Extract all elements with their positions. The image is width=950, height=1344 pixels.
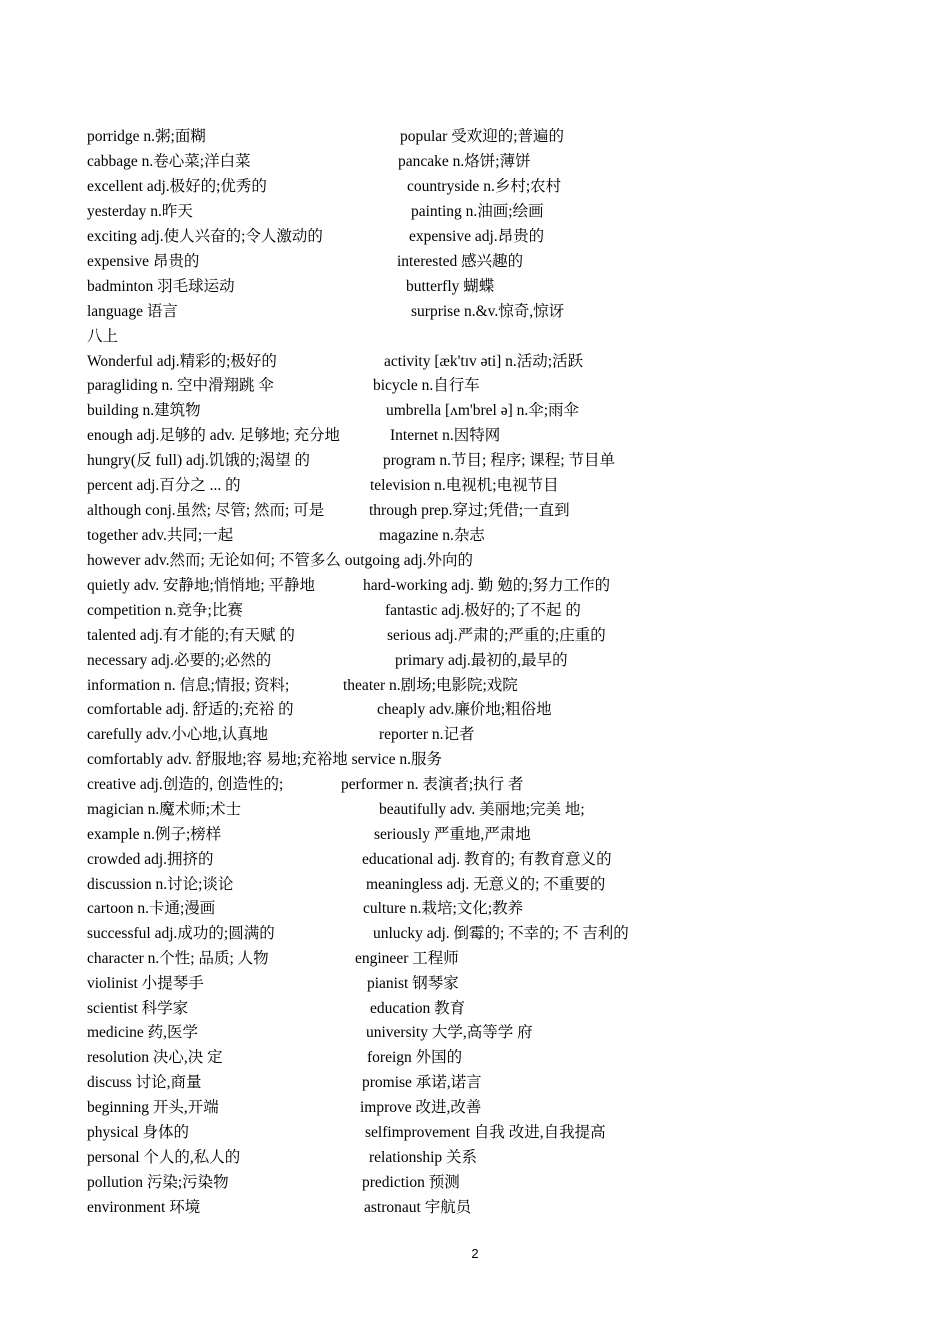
vocab-entry-left: cabbage n.卷心菜;洋白菜: [87, 153, 251, 170]
vocab-row: [0, 649, 950, 673]
vocab-entry-left: together adv.共同;一起: [87, 527, 234, 544]
vocab-entry-right: prediction 预测: [362, 1174, 460, 1191]
vocab-entry-left: hungry(反 full) adj.饥饿的;渴望 的: [87, 452, 311, 469]
vocab-entry-left: porridge n.粥;面糊: [87, 128, 206, 145]
vocab-entry-right: umbrella [ʌm'brel ə] n.伞;雨伞: [386, 402, 580, 419]
vocab-entry-left: 八上: [87, 328, 119, 345]
vocab-entry-right: interested 感兴趣的: [397, 253, 524, 270]
vocab-entry-left: paragliding n. 空中滑翔跳 伞: [87, 377, 274, 394]
vocab-row: [0, 1071, 950, 1095]
vocab-row: [0, 399, 950, 423]
vocab-entry-left: carefully adv.小心地,认真地: [87, 726, 269, 743]
vocab-entry-right: university 大学,高等学 府: [366, 1024, 533, 1041]
vocab-entry-right: expensive adj.昂贵的: [409, 228, 545, 245]
vocab-row: [0, 499, 950, 523]
vocab-entry-right: surprise n.&v.惊奇,惊讶: [411, 303, 565, 320]
vocab-row: [0, 150, 950, 174]
vocab-entry-right: improve 改进,改善: [360, 1099, 482, 1116]
vocab-entry-right: promise 承诺,诺言: [362, 1074, 482, 1091]
vocab-entry-left: excellent adj.极好的;优秀的: [87, 178, 267, 195]
vocab-entry-right: serious adj.严肃的;严重的;庄重的: [387, 627, 606, 644]
vocab-row: [0, 698, 950, 722]
vocab-row: [0, 873, 950, 897]
vocab-entry-left: badminton 羽毛球运动: [87, 278, 235, 295]
vocab-entry-left: example n.例子;榜样: [87, 826, 222, 843]
vocab-row: [0, 374, 950, 398]
vocab-entry-left: information n. 信息;情报; 资料;: [87, 677, 290, 694]
vocab-entry-left: environment 环境: [87, 1199, 201, 1216]
vocab-entry-right: popular 受欢迎的;普遍的: [400, 128, 565, 145]
vocab-row: [0, 947, 950, 971]
vocab-entry-left: successful adj.成功的;圆满的: [87, 925, 275, 942]
vocab-row: [0, 723, 950, 747]
vocab-entry-left: although conj.虽然; 尽管; 然而; 可是: [87, 502, 325, 519]
vocab-entry-left: scientist 科学家: [87, 1000, 189, 1017]
vocab-entry-right: magazine n.杂志: [379, 527, 485, 544]
vocab-entry-right: through prep.穿过;凭借;一直到: [369, 502, 570, 519]
vocab-entry-left: violinist 小提琴手: [87, 975, 204, 992]
vocab-row: [0, 1121, 950, 1145]
vocab-row: [0, 1021, 950, 1045]
vocab-entry-left: Wonderful adj.精彩的;极好的: [87, 353, 277, 370]
vocab-row: [0, 250, 950, 274]
vocab-entry-left: magician n.魔术师;术士: [87, 801, 242, 818]
vocab-entry-right: activity [æk'tɪv əti] n.活动;活跃: [384, 353, 584, 370]
vocab-entry-right: theater n.剧场;电影院;戏院: [343, 677, 518, 694]
vocab-entry-left: crowded adj.拥挤的: [87, 851, 214, 868]
vocab-entry-left: resolution 决心,决 定: [87, 1049, 223, 1066]
vocab-entry-left: personal 个人的,私人的: [87, 1149, 241, 1166]
vocab-entry-left: necessary adj.必要的;必然的: [87, 652, 272, 669]
vocab-entry-right: countryside n.乡村;农村: [407, 178, 562, 195]
vocab-entry-left: exciting adj.使人兴奋的;令人激动的: [87, 228, 323, 245]
vocab-entry-left: building n.建筑物: [87, 402, 201, 419]
vocab-entry-left: talented adj.有才能的;有天赋 的: [87, 627, 295, 644]
vocab-entry-right: butterfly 蝴蝶: [406, 278, 495, 295]
vocab-row: [0, 474, 950, 498]
vocab-entry-left: comfortable adj. 舒适的;充裕 的: [87, 701, 294, 718]
vocab-row: [0, 1171, 950, 1195]
vocab-entry-right: relationship 关系: [369, 1149, 478, 1166]
vocab-entry-right: culture n.栽培;文化;教养: [363, 900, 524, 917]
vocab-entry-right: pianist 钢琴家: [367, 975, 459, 992]
vocab-row: [0, 325, 950, 349]
vocab-row: [0, 524, 950, 548]
vocab-entry-right: Internet n.因特网: [390, 427, 501, 444]
vocab-entry-right: television n.电视机;电视节目: [370, 477, 559, 494]
vocab-row: [0, 549, 950, 573]
vocab-row: [0, 674, 950, 698]
vocab-entry-right: engineer 工程师: [355, 950, 459, 967]
vocab-row: [0, 599, 950, 623]
vocab-entry-right: bicycle n.自行车: [373, 377, 480, 394]
vocab-entry-left: pollution 污染;污染物: [87, 1174, 229, 1191]
vocab-row: [0, 449, 950, 473]
vocab-entry-right: selfimprovement 自我 改进,自我提高: [365, 1124, 606, 1141]
vocab-row: [0, 897, 950, 921]
vocab-entry-left: however adv.然而; 无论如何; 不管多么 outgoing adj.外向的: [87, 552, 474, 569]
vocab-entry-right: beautifully adv. 美丽地;完美 地;: [379, 801, 585, 818]
vocab-entry-left: quietly adv. 安静地;悄悄地; 平静地: [87, 577, 316, 594]
vocab-row: [0, 275, 950, 299]
vocab-entry-right: unlucky adj. 倒霉的; 不幸的; 不 吉利的: [373, 925, 629, 942]
vocab-row: [0, 848, 950, 872]
vocab-entry-left: cartoon n.卡通;漫画: [87, 900, 216, 917]
page-number: 2: [471, 1246, 479, 1261]
vocab-entry-left: percent adj.百分之 ... 的: [87, 477, 241, 494]
vocab-entry-right: painting n.油画;绘画: [411, 203, 544, 220]
vocab-row: [0, 798, 950, 822]
vocab-entry-left: character n.个性; 品质; 人物: [87, 950, 269, 967]
vocab-entry-left: competition n.竞争;比赛: [87, 602, 243, 619]
vocab-entry-right: foreign 外国的: [367, 1049, 463, 1066]
vocab-row: [0, 773, 950, 797]
vocab-row: [0, 1146, 950, 1170]
vocab-row: [0, 1046, 950, 1070]
vocab-entry-right: pancake n.烙饼;薄饼: [398, 153, 531, 170]
vocab-row: [0, 823, 950, 847]
vocab-entry-left: discussion n.讨论;谈论: [87, 876, 234, 893]
vocab-row: [0, 350, 950, 374]
vocab-entry-right: education 教育: [370, 1000, 466, 1017]
vocab-entry-left: enough adj.足够的 adv. 足够地; 充分地: [87, 427, 340, 444]
vocab-entry-right: cheaply adv.廉价地;粗俗地: [377, 701, 552, 718]
vocab-row: [0, 175, 950, 199]
vocab-entry-left: beginning 开头,开端: [87, 1099, 219, 1116]
vocab-entry-right: program n.节目; 程序; 课程; 节目单: [383, 452, 616, 469]
vocab-row: [0, 424, 950, 448]
vocab-row: [0, 300, 950, 324]
vocab-entry-right: performer n. 表演者;执行 者: [341, 776, 524, 793]
vocab-row: [0, 225, 950, 249]
vocab-entry-left: medicine 药,医学: [87, 1024, 199, 1041]
vocab-entry-left: discuss 讨论,商量: [87, 1074, 202, 1091]
vocab-row: [0, 200, 950, 224]
vocab-entry-right: educational adj. 教育的; 有教育意义的: [362, 851, 612, 868]
vocab-entry-right: seriously 严重地,严肃地: [374, 826, 531, 843]
vocab-row: [0, 1096, 950, 1120]
vocab-row: [0, 624, 950, 648]
vocab-entry-left: language 语言: [87, 303, 178, 320]
vocab-row: [0, 1196, 950, 1220]
vocab-entry-right: fantastic adj.极好的;了不起 的: [385, 602, 581, 619]
vocab-entry-right: meaningless adj. 无意义的; 不重要的: [366, 876, 606, 893]
vocab-row: [0, 748, 950, 772]
vocab-entry-right: hard-working adj. 勤 勉的;努力工作的: [363, 577, 611, 594]
vocab-row: [0, 574, 950, 598]
vocab-entry-right: primary adj.最初的,最早的: [395, 652, 568, 669]
vocab-entry-left: yesterday n.昨天: [87, 203, 193, 220]
vocab-entry-left: comfortably adv. 舒服地;容 易地;充裕地 service n.服务: [87, 751, 443, 768]
vocab-entry-left: physical 身体的: [87, 1124, 190, 1141]
vocab-entry-right: astronaut 宇航员: [364, 1199, 472, 1216]
vocab-row: [0, 997, 950, 1021]
vocab-entry-right: reporter n.记者: [379, 726, 475, 743]
vocab-entry-left: expensive 昂贵的: [87, 253, 200, 270]
vocab-row: [0, 922, 950, 946]
vocab-row: [0, 972, 950, 996]
vocab-entry-left: creative adj.创造的, 创造性的;: [87, 776, 284, 793]
vocab-row: [0, 125, 950, 149]
